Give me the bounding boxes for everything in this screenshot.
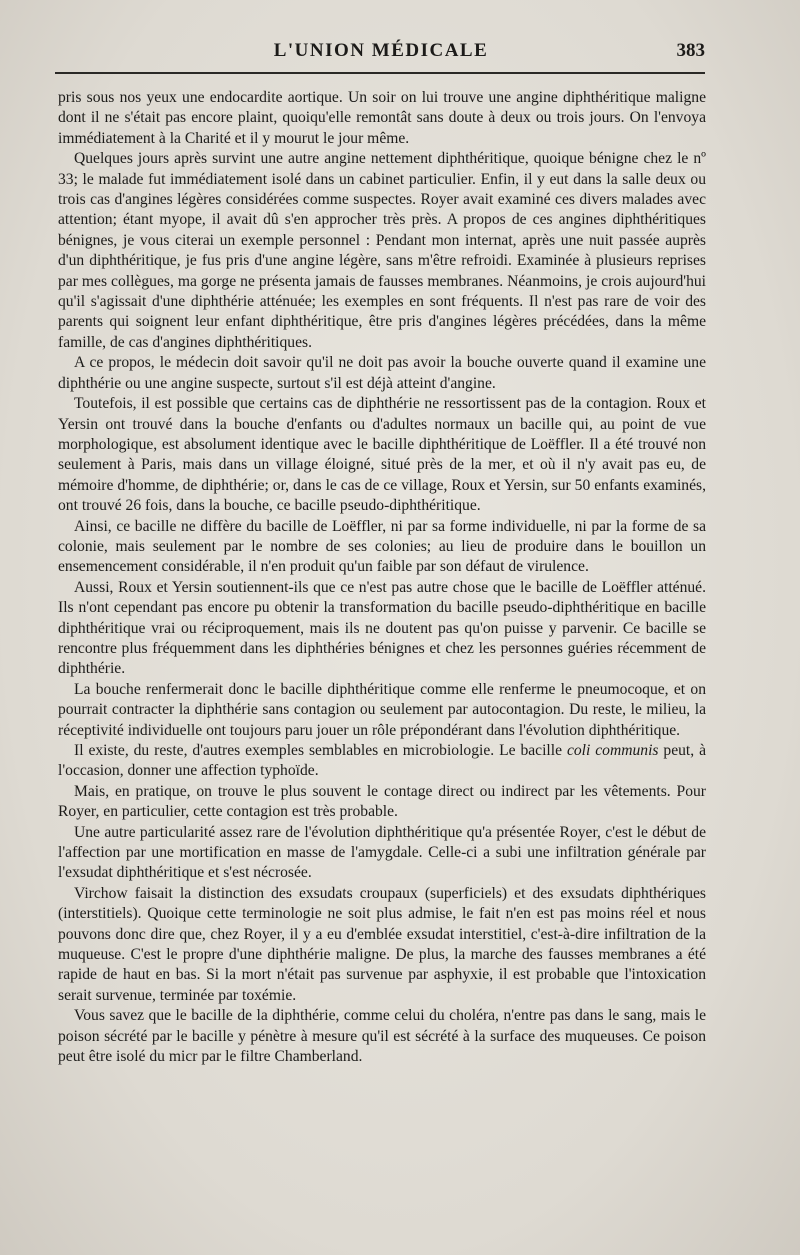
paragraph: Virchow faisait la distinction des exsudats croupaux (superficiels) et des exsudats diphthériques (interstitiels). Quoique cette terminologie ne soit plus admise, le fait n'en est pas moins réel et nous pouvons donc dire que, chez Royer, il y a eu d'emblée exsudat interstitiel, c'est-à-dire infiltration de la muqueuse. C'est le propre d'une diphthérie maligne. De plus, la marche des fausses membranes a été rapide de haut en bas. Si la mort n'était pas survenue par asphyxie, il est probable que l'intoxication serait survenue, terminée par toxémie. — [58, 884, 706, 1004]
page-number: 383 — [676, 40, 705, 61]
running-head — [57, 40, 705, 70]
text-run: peut, à l'occasion, donner une affection typhoïde. — [58, 742, 706, 780]
paragraph-coli — [58, 741, 706, 782]
journal-title: L'UNION MÉDICALE — [273, 40, 489, 61]
paragraph: Mais, en pratique, on trouve le plus souvent le contage direct ou indirect par les vêtements. Pour Royer, en particulier, cette contagion est très probable. — [58, 782, 706, 821]
paragraph: Vous savez que le bacille de la diphthérie, comme celui du choléra, n'entre pas dans le sang, mais le poison sécrété par le bacille y pénètre à mesure qu'il est sécrété à la surface des muqueuses. Ce poison peut être isolé du micr par le filtre Chamberland. — [58, 1007, 706, 1066]
paragraph: pris sous nos yeux une endocardite aortique. Un soir on lui trouve une angine diphthéritique maligne dont il ne s'était pas encore plaint, quoiqu'elle remontât sans doute à deux ou trois jours. On l'envoya immédiatement à la Charité et il y mourut le jour même. — [58, 89, 706, 147]
paragraph: Aussi, Roux et Yersin soutiennent-ils que ce n'est pas autre chose que le bacille de Loëffler atténué. Ils n'ont cependant pas encore pu obtenir la transformation du bacille pseudo-diphthéritique en bacille diphthéritique vrai ou réciproquement, mais ils ne doutent pas qu'on puisse y parvenir. Ce bacille se rencontre plus fréquemment dans les diphthéries bénignes et chez les personnes guéries récemment de diphthérie. — [58, 578, 706, 678]
text-run: Il existe, du reste, d'autres exemples semblables en microbiologie. Le bacille — [74, 742, 567, 759]
header-rule — [55, 72, 705, 74]
italic-term: coli communis — [566, 742, 659, 759]
paragraph: Ainsi, ce bacille ne diffère du bacille de Loëffler, ni par sa forme individuelle, ni par la forme de sa colonie, mais seulement par le nombre de ses colonies; au lieu de produire dans le bouillon un ensemencement considérable, il n'en produit qu'un faible par son défaut de virulence. — [58, 517, 706, 576]
paragraph: Toutefois, il est possible que certains cas de diphthérie ne ressortissent pas de la contagion. Roux et Yersin ont trouvé dans la bouche d'enfants ou d'adultes normaux un bacille qui, au point de vue morphologique, est absolument identique avec le bacille diphthéritique de Loëffler. Il a été trouvé non seulement à Paris, mais dans un village éloigné, situé près de la mer, et où il n'y avait pas eu, de mémoire d'homme, de diphthérie; or, dans le cas de ce village, Roux et Yersin, sur 50 enfants examinés, ont trouvé 26 fois, dans la bouche, ce bacille pseudo-diphthéritique. — [58, 395, 706, 515]
paragraph: A ce propos, le médecin doit savoir qu'il ne doit pas avoir la bouche ouverte quand il examine une diphthérie ou une angine suspecte, surtout s'il est déjà atteint d'angine. — [58, 354, 706, 392]
article-body — [58, 88, 706, 1068]
paragraph: Quelques jours après survint une autre angine nettement diphthéritique, quoique bénigne chez le nº 33; le malade fut immédiatement isolé dans un cabinet particulier. Enfin, il y eut dans la salle deux ou trois cas d'angines légères considérées comme suspectes. Royer avait examiné ces divers malades avec attention; étant myope, il avait dû s'en approcher très près. A propos de ces angines diphthéritiques bénignes, je vous citerai un exemple personnel : Pendant mon internat, après une nuit passée auprès d'un diphthéritique, je fus pris d'une angine légère, sans m'être refroidi. Examinée à plusieurs reprises par mes collègues, ma gorge ne présenta jamais de fausses membranes. Néanmoins, je crois aujourd'hui qu'il s'agissait d'une diphthérie atténuée; les exemples en sont fréquents. Il n'est pas rare de voir des parents qui soignent leur enfant diphthéritique, être pris d'angines légères précédées, dans la même famille, de cas d'angines diphthéritiques. — [58, 150, 706, 351]
paragraph: Une autre particularité assez rare de l'évolution diphthéritique qu'a présentée Royer, c'est le début de l'affection par une mortification en masse de l'amygdale. Celle-ci a subi une infiltration générale par l'exsudat diphthéritique et s'est nécrosée. — [58, 823, 706, 882]
paragraph: La bouche renfermerait donc le bacille diphthéritique comme elle renferme le pneumocoque, et on pourrait contracter la diphthérie sans contagion ou seulement par autocontagion. Du reste, le milieu, la réceptivité individuelle ont toujours paru jouer un rôle prépondérant dans l'évolution diphthéritique. — [58, 680, 706, 739]
